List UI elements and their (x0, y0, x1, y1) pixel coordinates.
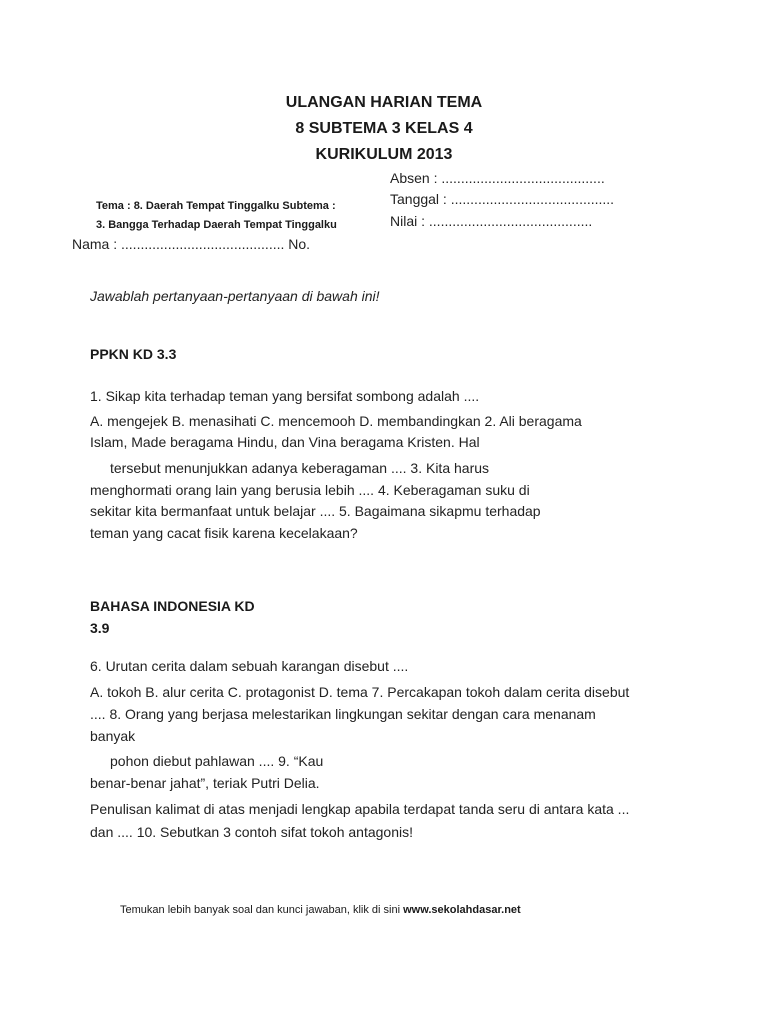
section-title-bahasa-number: 3.9 (90, 620, 110, 636)
question-line: dan .... 10. Sebutkan 3 contoh sifat tokoh antagonis! (90, 824, 414, 840)
question-line: tersebut menunjukkan adanya keberagaman .... 3. Kita harus (110, 460, 490, 476)
question-line: pohon diebut pahlawan .... 9. “Kau (110, 753, 324, 769)
tema-line-2: 3. Bangga Terhadap Daerah Tempat Tinggalku (96, 219, 337, 231)
tanggal-field: Tanggal : .......................................... (390, 191, 615, 207)
footer-link[interactable]: www.sekolahdasar.net (403, 904, 521, 916)
question-line: 6. Urutan cerita dalam sebuah karangan disebut .... (90, 658, 409, 674)
question-line: Islam, Made beragama Hindu, dan Vina beragama Kristen. Hal (90, 434, 480, 450)
title-line-1: ULANGAN HARIAN TEMA (285, 94, 483, 111)
absen-field: Absen : .......................................... (390, 170, 605, 186)
section-title-ppkn: PPKN KD 3.3 (90, 346, 177, 362)
footer (120, 904, 521, 916)
question-line: teman yang cacat fisik karena kecelakaan? (90, 525, 358, 541)
footer-text: Temukan lebih banyak soal dan kunci jawaban, klik di sini (120, 904, 404, 916)
question-line: .... 8. Orang yang berjasa melestarikan lingkungan sekitar dengan cara menanam (90, 706, 596, 722)
nilai-field: Nilai : .......................................... (390, 213, 593, 229)
title-line-3: KURIKULUM 2013 (315, 146, 453, 163)
question-line: A. tokoh B. alur cerita C. protagonist D. tema 7. Percakapan tokoh dalam cerita disebut (90, 684, 630, 700)
section-title-bahasa: BAHASA INDONESIA KD (90, 598, 255, 614)
question-line: A. mengejek B. menasihati C. mencemooh D. membandingkan 2. Ali beragama (90, 413, 582, 429)
instruction: Jawablah pertanyaan-pertanyaan di bawah ini! (90, 288, 380, 304)
question-line: Penulisan kalimat di atas menjadi lengkap apabila terdapat tanda seru di antara kata ... (90, 801, 630, 817)
nama-field: Nama : .......................................... No. (72, 236, 311, 252)
title-line-2: 8 SUBTEMA 3 KELAS 4 (295, 120, 473, 137)
question-line: benar-benar jahat”, teriak Putri Delia. (90, 775, 320, 791)
tema-line-1: Tema : 8. Daerah Tempat Tinggalku Subtema : (96, 200, 336, 212)
question-line: menghormati orang lain yang berusia lebih .... 4. Keberagaman suku di (90, 482, 530, 498)
question-line: sekitar kita bermanfaat untuk belajar .... 5. Bagaimana sikapmu terhadap (90, 503, 541, 519)
question-line: 1. Sikap kita terhadap teman yang bersifat sombong adalah .... (90, 388, 480, 404)
question-line: banyak (90, 728, 136, 744)
